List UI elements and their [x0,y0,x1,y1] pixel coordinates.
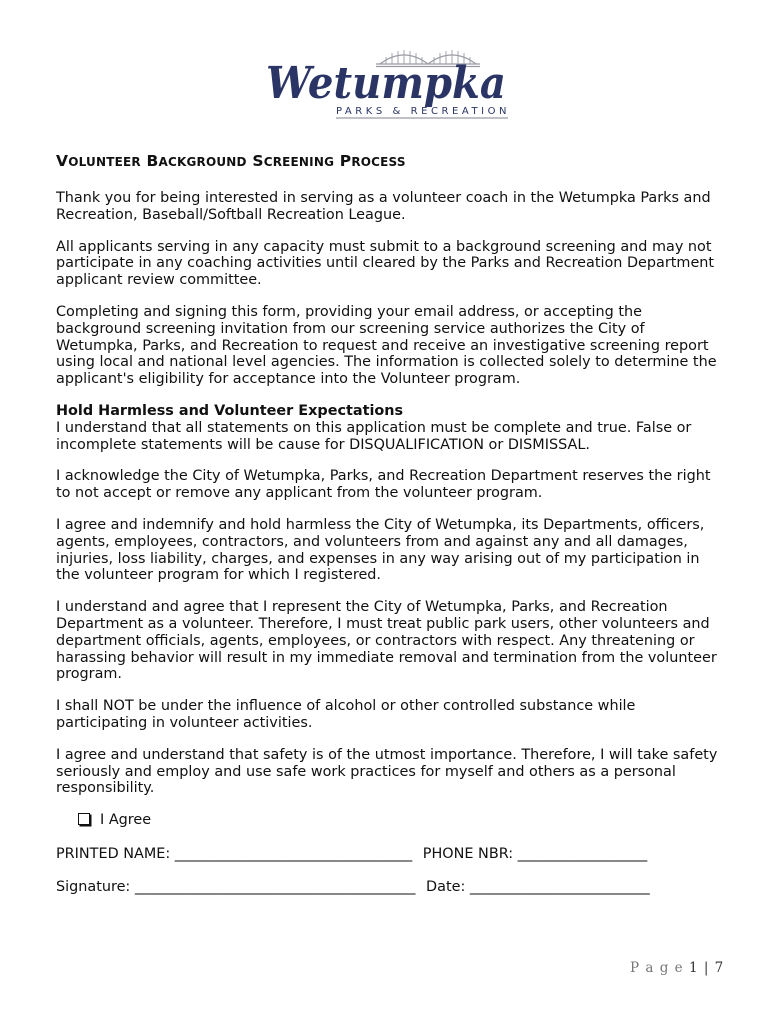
wetumpka-parks-logo [262,40,517,122]
expectation-paragraph: I understand that all statements on this application must be complete and true. False or incomplete statements will be cause for DISQUALIFICATION or DISMISSAL. [56,419,692,453]
section-heading: Hold Harmless and Volunteer Expectations [56,402,404,419]
logo-subtitle: PARKS & RECREATION [336,106,508,117]
signature-field[interactable]: Signature: _______________________________________ [56,878,416,895]
date-field[interactable]: Date: _________________________ [426,878,650,895]
requirement-paragraph: All applicants serving in any capacity must submit to a background screening and may not participate in any coaching activities until cleared by the Parks and Recreation Department applicant review committee. [56,238,715,289]
agree-checkbox[interactable] [78,812,724,829]
checkbox-icon[interactable] [78,813,90,825]
expectation-paragraph: I agree and indemnify and hold harmless the City of Wetumpka, its Departments, officers, agents, employees, contractors, and volunteers from and against any and all damages, injuries, loss liability, charges, and expenses in any way arising out of my participation in the volunteer program for which I registered. [56,516,705,584]
page-number: P a g e 1 | 7 [630,960,725,976]
name-phone-row [56,846,724,863]
page-title: VOLUNTEER BACKGROUND SCREENING PROCESS [56,152,406,170]
authorization-paragraph: Completing and signing this form, providing your email address, or accepting the background screening invitation from our screening service authorizes the City of Wetumpka, Parks, and Recreation to request and receive an investigative screening report using local and national level agencies. The information is collected solely to determine the applicant's eligibility for acceptance into the Volunteer program. [56,303,717,388]
intro-paragraph: Thank you for being interested in serving as a volunteer coach in the Wetumpka Parks and Recreation, Baseball/Softball Recreation League. [56,190,711,223]
phone-field[interactable]: PHONE NBR: __________________ [422,845,648,862]
expectation-paragraph: I acknowledge the City of Wetumpka, Parks, and Recreation Department reserves the right to not accept or remove any applicant from the volunteer program. [56,468,711,502]
agree-label: I Agree [100,812,152,829]
signature-date-row [56,879,724,896]
expectation-paragraph: I agree and understand that safety is of the utmost importance. Therefore, I will take safety seriously and employ and use safe work practices for myself and others as a personal responsibility. [56,746,718,797]
printed-name-field[interactable]: PRINTED NAME: _________________________________ [56,845,413,862]
document-body [56,152,724,912]
logo-wordmark: Wetumpka [266,58,506,109]
expectation-paragraph: I shall NOT be under the influence of alcohol or other controlled substance while participating in volunteer activities. [56,698,636,731]
expectation-paragraph: I understand and agree that I represent the City of Wetumpka, Parks, and Recreation Department as a volunteer. Therefore, I must treat public park users, other volunteers and department officials, agents, employees, or contractors with respect. Any threatening or harassing behavior will result in my immediate removal and termination from the volunteer program. [56,599,717,683]
